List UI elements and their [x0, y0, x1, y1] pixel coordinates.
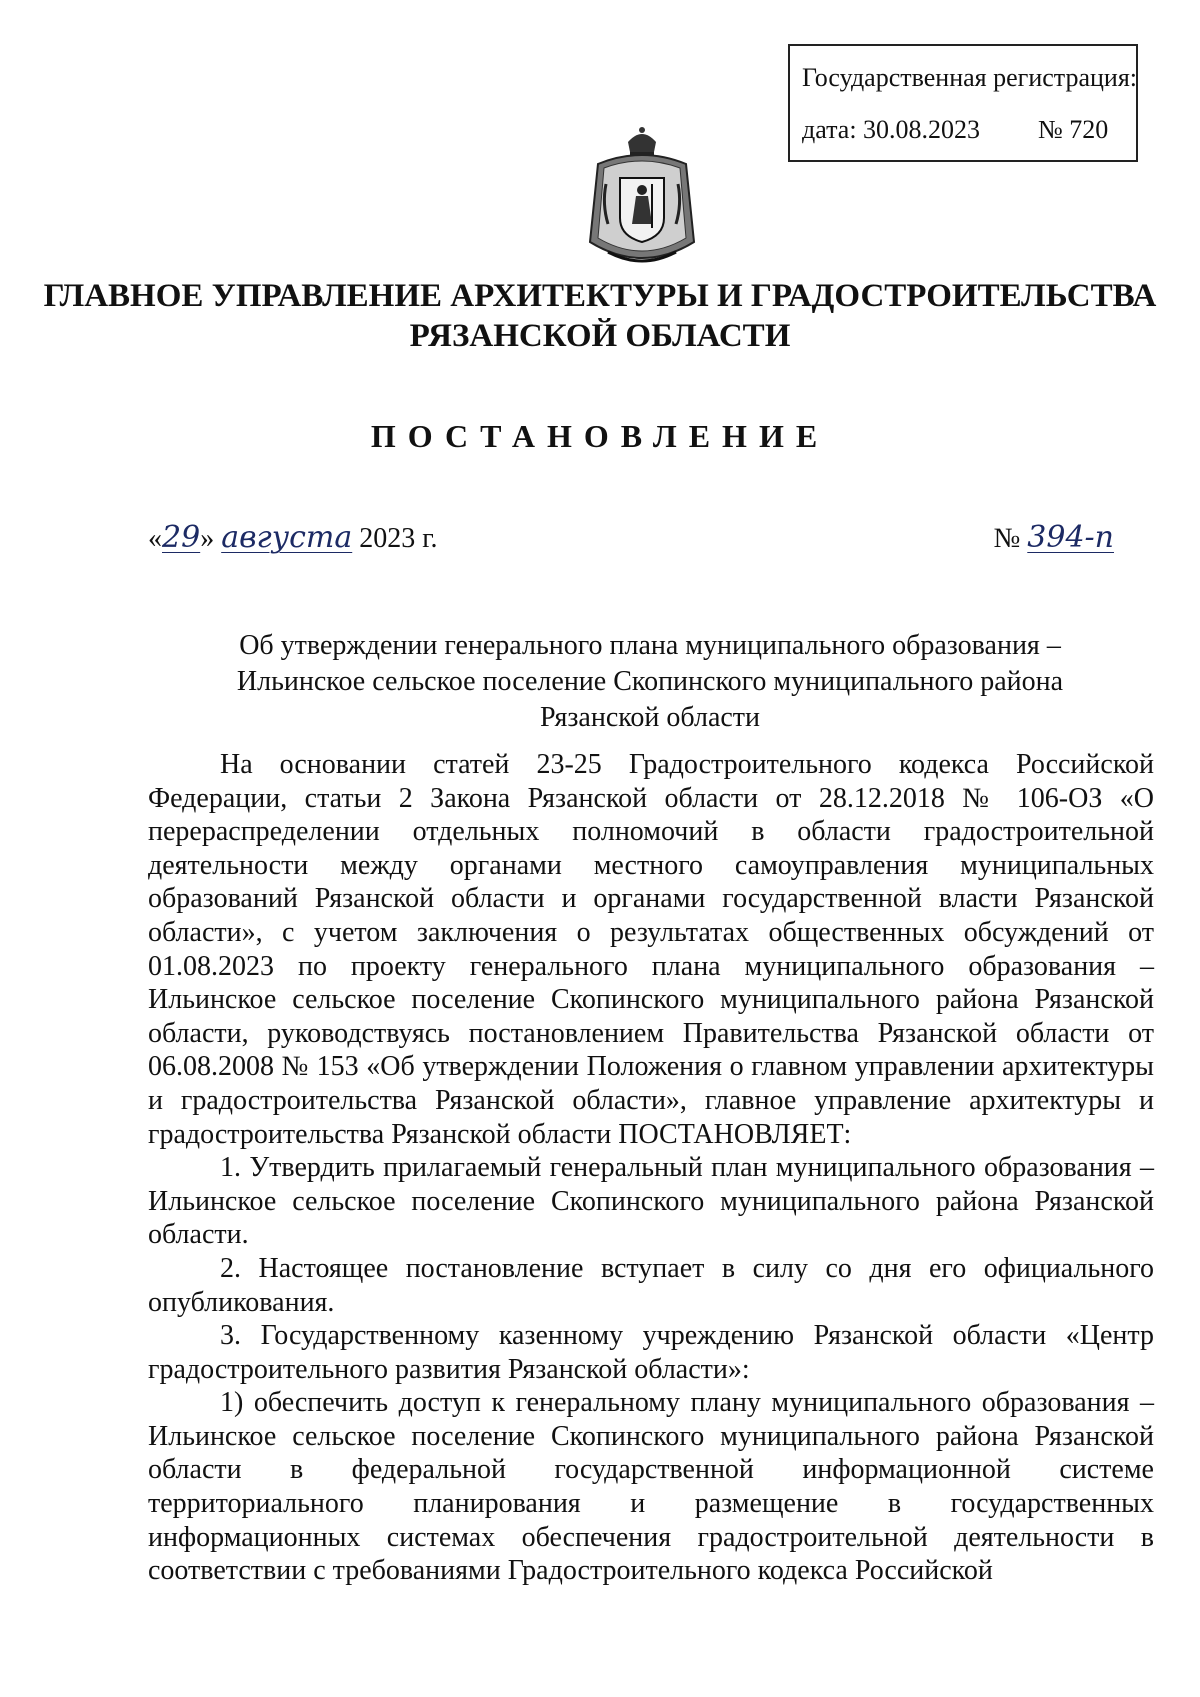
- body-intro-paragraph: На основании статей 23-25 Градостроительного кодекса Российской Федерации, статьи 2 Закона Рязанской области от 28.12.2018 № 106-ОЗ «О перераспределении отдельных полномочий в области градостроительной деятельности между органами местного самоуправления муниципальных образований Рязанской области и органами государственной власти Рязанской области», с учетом заключения о результатах общественных обсуждений от 01.08.2023 по проекту генерального плана муниципального образования – Ильинское сельское поселение Скопинского муниципального района Рязанской области, руководствуясь постановлением Правительства Рязанской области от 06.08.2008 № 153 «Об утверждении Положения о главном управлении архитектуры и градостроительства Рязанской области», главное управление архитектуры и градостроительства Рязанской области ПОСТАНОВЛЯЕТ:: [148, 749, 1154, 1150]
- date-year: 2023 г.: [359, 523, 438, 554]
- registration-date: дата: 30.08.2023: [802, 115, 981, 144]
- ryazan-coat-of-arms-icon: [578, 124, 706, 280]
- subject-line-3: Рязанской области: [539, 702, 761, 733]
- body-item-3-1: 1) обеспечить доступ к генеральному плану муниципального образования – Ильинское сельское поселение Скопинского муниципального района Рязанской области в федеральной государственной информационной системе территориального планирования и размещение в государственных информационных системах обеспечения градостроительной деятельности в соответствии с требованиями Градостроительного кодекса Российской: [148, 1387, 1154, 1587]
- document-type-heading: ПОСТАНОВЛЕНИЕ: [370, 418, 830, 454]
- date-open-quote: «: [148, 523, 162, 554]
- organization-title-line1: ГЛАВНОЕ УПРАВЛЕНИЕ АРХИТЕКТУРЫ И ГРАДОСТРОИТЕЛЬСТВА: [43, 278, 1157, 314]
- number-value-handwritten: 394-п: [1027, 520, 1114, 555]
- body-item-3: 3. Государственному казенному учреждению Рязанской области «Центр градостроительного развития Рязанской области»:: [148, 1320, 1154, 1385]
- number-label: №: [993, 523, 1021, 554]
- registration-number: № 720: [1038, 115, 1109, 144]
- body-item-2: 2. Настоящее постановление вступает в силу со дня его официального опубликования.: [148, 1252, 1154, 1318]
- decree-date: [148, 520, 438, 555]
- registration-stamp: [788, 44, 1138, 162]
- body-item-1: 1. Утвердить прилагаемый генеральный план муниципального образования – Ильинское сельское поселение Скопинского муниципального района Рязанской области.: [148, 1152, 1154, 1251]
- subject-line-2: Ильинское сельское поселение Скопинского муниципального района: [236, 666, 1064, 697]
- decree-body: [148, 748, 1154, 1588]
- organization-title-line2: РЯЗАНСКОЙ ОБЛАСТИ: [409, 318, 791, 354]
- decree-subject: [150, 628, 1150, 736]
- decree-number: [994, 520, 1114, 555]
- date-month-handwritten: августа: [221, 520, 353, 555]
- date-day-handwritten: 29: [162, 520, 201, 555]
- subject-line-1: Об утверждении генерального плана муниципального образования –: [239, 630, 1061, 661]
- date-close-quote: »: [200, 523, 215, 554]
- registration-label: Государственная регистрация:: [802, 63, 1138, 92]
